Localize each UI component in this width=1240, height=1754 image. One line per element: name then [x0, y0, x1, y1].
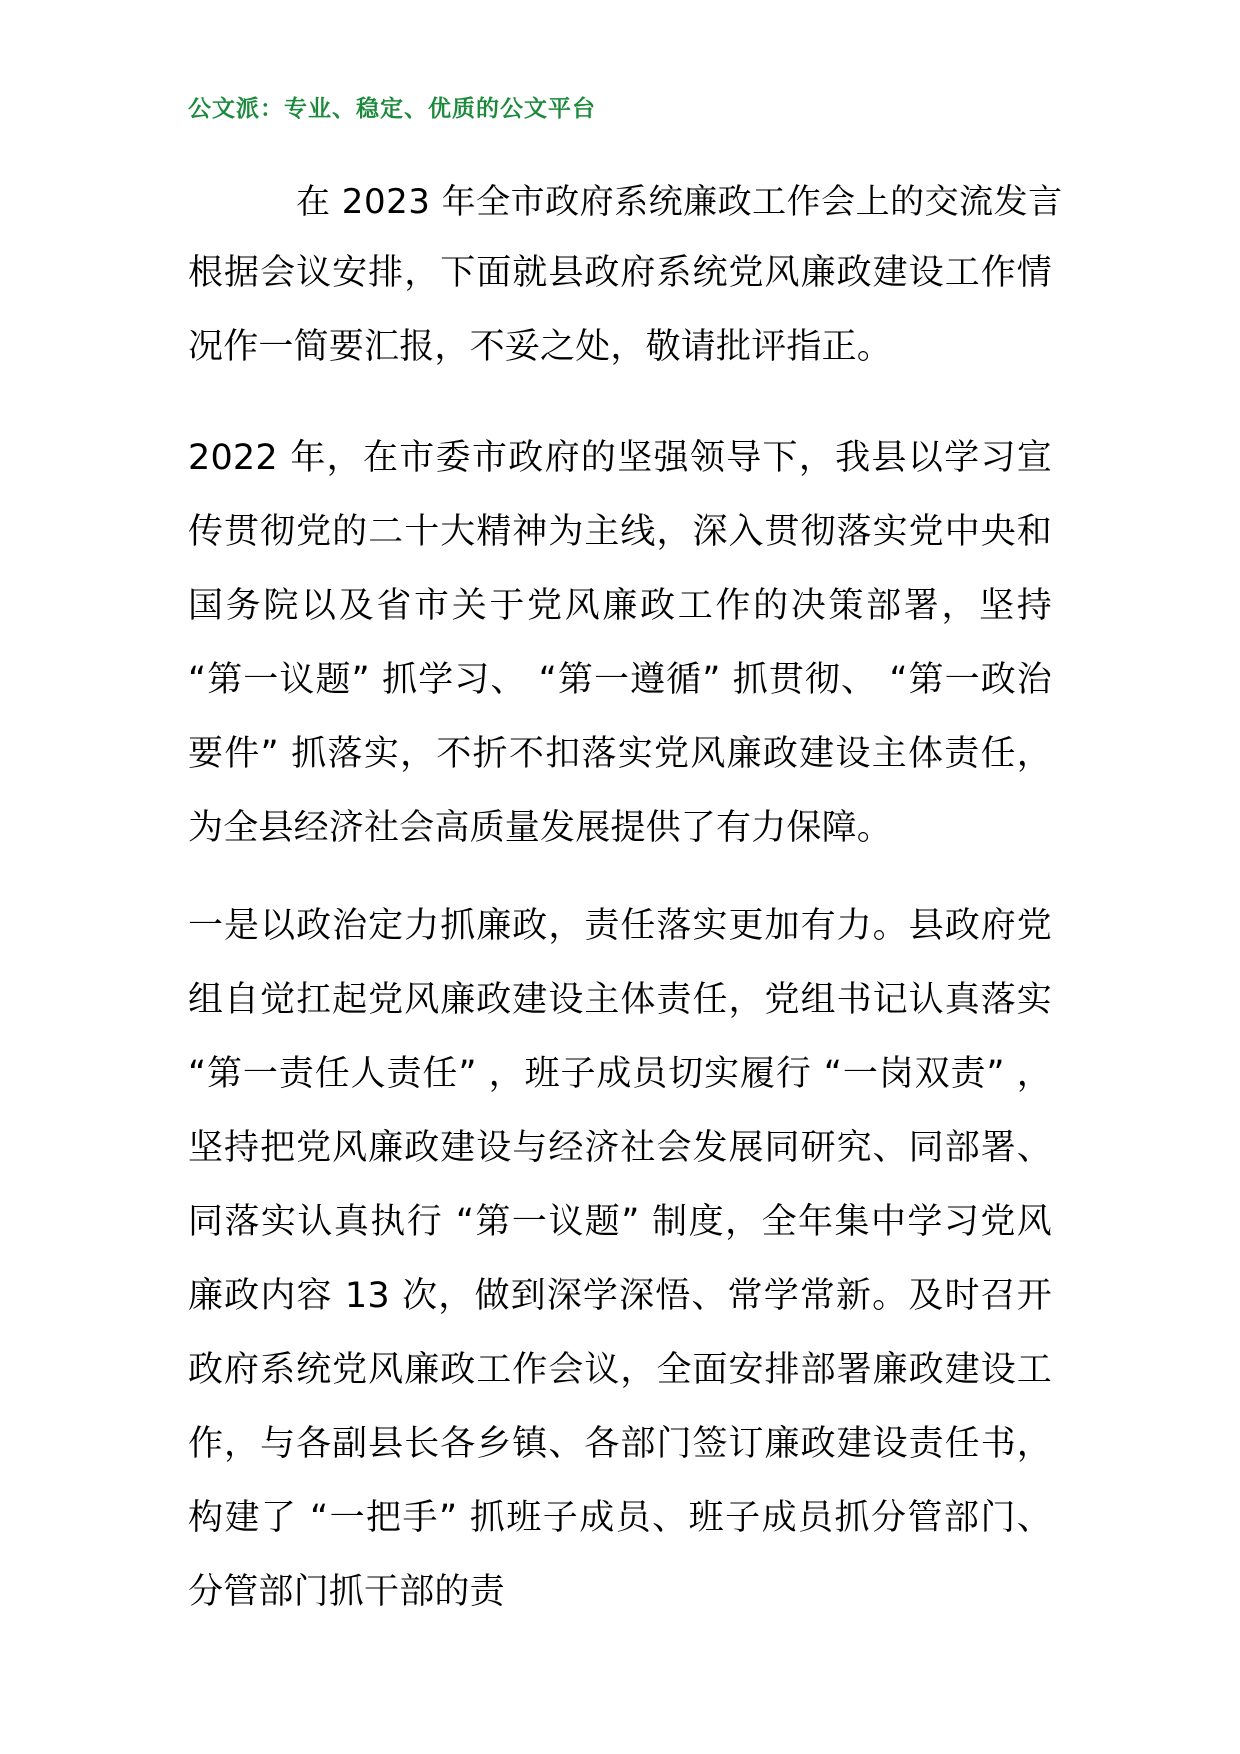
header-brand: 公文派：专业、稳定、优质的公文平台: [188, 96, 596, 122]
document-title: 在 2023 年全市政府系统廉政工作会上的交流发言: [296, 182, 1063, 222]
paragraph-intro: 根据会议安排，下面就县政府系统党风廉政建设工作情况作一简要汇报，不妥之处，敬请批评指正。: [188, 253, 1052, 367]
paragraph-summary: 2022 年，在市委市政府的坚强领导下，我县以学习宣传贯彻党的二十大精神为主线，深入贯彻落实党中央和国务院以及省市关于党风廉政工作的决策部署，坚持 “第一议题” 抓学习、 “第一遵循” 抓贯彻、 “第一政治要件” 抓落实，不折不扣落实党风廉政建设主体责任，为全县经济社会高质量发展提供了有力保障。: [188, 438, 1052, 848]
paragraph-point-one: 一是以政治定力抓廉政，责任落实更加有力。县政府党组自觉扛起党风廉政建设主体责任，党组书记认真落实 “第一责任人责任” ，班子成员切实履行 “一岗双责” ，坚持把党风廉政建设与经济社会发展同研究、同部署、同落实认真执行 “第一议题” 制度，全年集中学习党风廉政内容 13 次，做到深学深悟、常学常新。及时召开政府系统党风廉政工作会议，全面安排部署廉政建设工作，与各副县长各乡镇、各部门签订廉政建设责任书，构建了 “一把手” 抓班子成员、班子成员抓分管部门、分管部门抓干部的责: [188, 906, 1052, 1612]
